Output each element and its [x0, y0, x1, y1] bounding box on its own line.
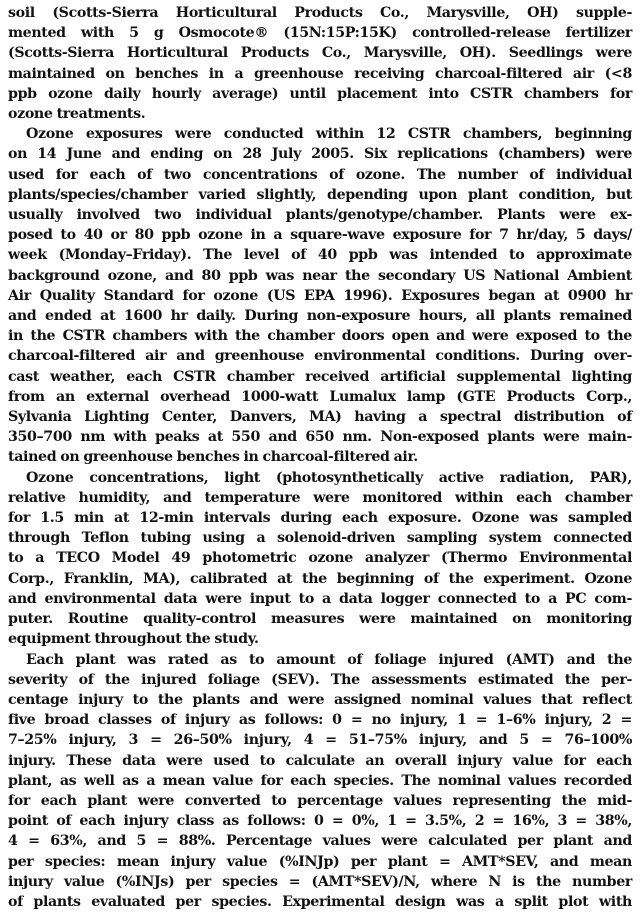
paragraph-injury-rating [8, 650, 632, 912]
text-line: injury value (%INJs) per species = (AMT*SEV)/N, where N is the number [8, 872, 632, 892]
text-line: injury. These data were used to calculate an overall injury value for each [8, 751, 632, 771]
text-line: 7–25% injury, 3 = 26–50% injury, 4 = 51–75% injury, and 5 = 76–100% [8, 730, 632, 750]
paragraph-plant-culture [8, 3, 632, 124]
text-line: ppb ozone daily hourly average) until placement into CSTR chambers for [8, 84, 632, 104]
text-line: cast weather, each CSTR chamber received artificial supplemental lighting [8, 367, 632, 387]
text-line: puter. Routine quality-control measures were maintained on monitoring [8, 609, 632, 629]
text-line: Ozone exposures were conducted within 12 CSTR chambers, beginning [8, 124, 632, 144]
text-line: equipment throughout the study. [8, 629, 632, 649]
text-line: Ozone concentrations, light (photosynthetically active radiation, PAR), [8, 468, 632, 488]
text-line: Sylvania Lighting Center, Danvers, MA) having a spectral distribution of [8, 407, 632, 427]
document-page [8, 3, 632, 897]
text-line: for 1.5 min at 12-min intervals during each exposure. Ozone was sampled [8, 508, 632, 528]
text-line: posed to 40 or 80 ppb ozone in a square-wave exposure for 7 hr/day, 5 days/ [8, 225, 632, 245]
text-line: to a TECO Model 49 photometric ozone analyzer (Thermo Environmental [8, 548, 632, 568]
text-line: (Scotts-Sierra Horticultural Products Co., Marysville, OH). Seedlings were [8, 43, 632, 63]
text-line: background ozone, and 80 ppb was near the secondary US National Ambient [8, 266, 632, 286]
text-line: soil (Scotts-Sierra Horticultural Products Co., Marysville, OH) supple- [8, 3, 632, 23]
text-line: and environmental data were input to a data logger connected to a PC com- [8, 589, 632, 609]
text-line: usually involved two individual plants/genotype/chamber. Plants were ex- [8, 205, 632, 225]
text-line: 350–700 nm with peaks at 550 and 650 nm. Non-exposed plants were main- [8, 427, 632, 447]
text-line: centage injury to the plants and were assigned nominal values that reflect [8, 690, 632, 710]
paragraph-ozone-exposures [8, 124, 632, 467]
paragraph-ozone-monitoring [8, 468, 632, 650]
text-line: tained on greenhouse benches in charcoal-filtered air. [8, 447, 632, 467]
text-line: for each plant were converted to percentage values representing the mid- [8, 791, 632, 811]
text-line: severity of the injured foliage (SEV). The assessments estimated the per- [8, 670, 632, 690]
text-line: mented with 5 g Osmocote® (15N:15P:15K) controlled-release fertilizer [8, 23, 632, 43]
text-line: Air Quality Standard for ozone (US EPA 1996). Exposures began at 0900 hr [8, 286, 632, 306]
text-line: through Teflon tubing using a solenoid-driven sampling system connected [8, 528, 632, 548]
text-line: from an external overhead 1000-watt Lumalux lamp (GTE Products Corp., [8, 387, 632, 407]
text-line: charcoal-filtered air and greenhouse environmental conditions. During over- [8, 346, 632, 366]
text-line: used for each of two concentrations of ozone. The number of individual [8, 165, 632, 185]
text-line: relative humidity, and temperature were monitored within each chamber [8, 488, 632, 508]
text-line: five broad classes of injury as follows: 0 = no injury, 1 = 1–6% injury, 2 = [8, 710, 632, 730]
text-line: plants/species/chamber varied slightly, depending upon plant condition, but [8, 185, 632, 205]
text-line: Each plant was rated as to amount of foliage injured (AMT) and the [8, 650, 632, 670]
text-line: maintained on benches in a greenhouse receiving charcoal-filtered air (<8 [8, 64, 632, 84]
text-line: and ended at 1600 hr daily. During non-exposure hours, all plants remained [8, 306, 632, 326]
text-line: ozone treatments. [8, 104, 632, 124]
text-line: 4 = 63%, and 5 = 88%. Percentage values were calculated per plant and [8, 831, 632, 851]
text-line: per species: mean injury value (%INJp) per plant = AMT*SEV, and mean [8, 852, 632, 872]
text-line: Corp., Franklin, MA), calibrated at the beginning of the experiment. Ozone [8, 569, 632, 589]
text-line: on 14 June and ending on 28 July 2005. Six replications (chambers) were [8, 144, 632, 164]
text-line: in the CSTR chambers with the chamber doors open and were exposed to the [8, 326, 632, 346]
text-line: of plants evaluated per species. Experimental design was a split plot with [8, 892, 632, 912]
text-line: plant, as well as a mean value for each species. The nominal values recorded [8, 771, 632, 791]
text-line: week (Monday–Friday). The level of 40 ppb was intended to approximate [8, 245, 632, 265]
text-line: point of each injury class as follows: 0 = 0%, 1 = 3.5%, 2 = 16%, 3 = 38%, [8, 811, 632, 831]
